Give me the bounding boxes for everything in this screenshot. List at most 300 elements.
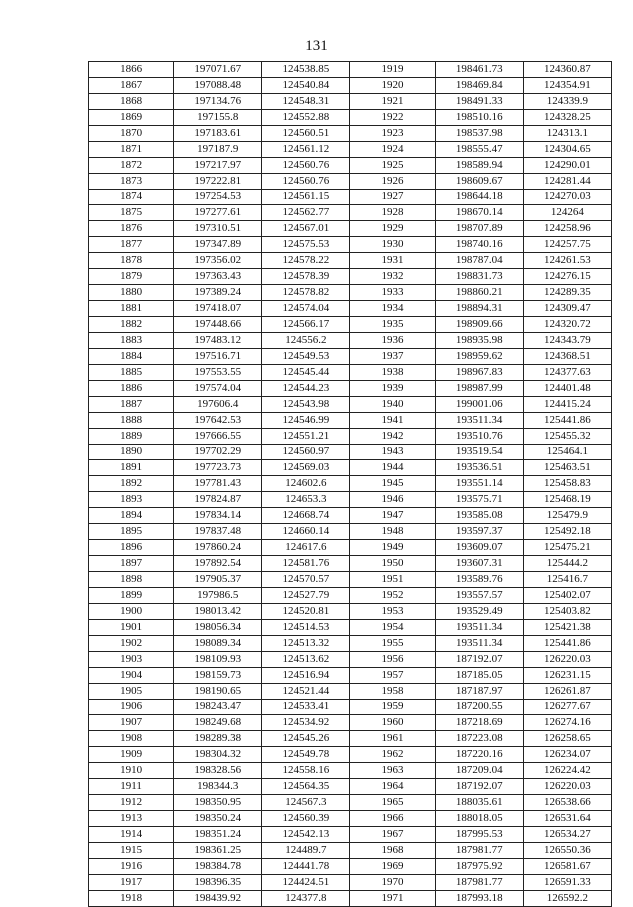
- y-coordinate-left-cell: 124560.76: [262, 173, 350, 189]
- x-coordinate-right-cell: 187975.92: [435, 858, 523, 874]
- y-coordinate-right-cell: 124328.25: [523, 109, 611, 125]
- x-coordinate-left-cell: 197363.43: [174, 269, 262, 285]
- point-number-left-cell: 1875: [89, 205, 174, 221]
- y-coordinate-left-cell: 124578.82: [262, 285, 350, 301]
- table-row: [89, 651, 612, 667]
- x-coordinate-right-cell: 198537.98: [435, 125, 523, 141]
- x-coordinate-right-cell: 187995.53: [435, 827, 523, 843]
- x-coordinate-right-cell: 187218.69: [435, 715, 523, 731]
- x-coordinate-right-cell: 193575.71: [435, 492, 523, 508]
- x-coordinate-left-cell: 197448.66: [174, 317, 262, 333]
- x-coordinate-left-cell: 197134.76: [174, 93, 262, 109]
- point-number-right-cell: 1932: [350, 269, 435, 285]
- point-number-left-cell: 1894: [89, 508, 174, 524]
- y-coordinate-left-cell: 124560.39: [262, 811, 350, 827]
- y-coordinate-left-cell: 124548.31: [262, 93, 350, 109]
- table-row: [89, 763, 612, 779]
- x-coordinate-left-cell: 197834.14: [174, 508, 262, 524]
- y-coordinate-left-cell: 124424.51: [262, 874, 350, 890]
- y-coordinate-left-cell: 124653.3: [262, 492, 350, 508]
- point-number-left-cell: 1907: [89, 715, 174, 731]
- y-coordinate-right-cell: 124313.1: [523, 125, 611, 141]
- point-number-left-cell: 1888: [89, 412, 174, 428]
- point-number-right-cell: 1944: [350, 460, 435, 476]
- y-coordinate-right-cell: 125475.21: [523, 540, 611, 556]
- y-coordinate-right-cell: 124415.24: [523, 396, 611, 412]
- x-coordinate-left-cell: 197347.89: [174, 237, 262, 253]
- point-number-left-cell: 1866: [89, 62, 174, 78]
- y-coordinate-right-cell: 124276.15: [523, 269, 611, 285]
- point-number-left-cell: 1897: [89, 556, 174, 572]
- x-coordinate-right-cell: 198935.98: [435, 332, 523, 348]
- table-row: [89, 62, 612, 78]
- point-number-right-cell: 1921: [350, 93, 435, 109]
- point-number-left-cell: 1899: [89, 587, 174, 603]
- point-number-right-cell: 1943: [350, 444, 435, 460]
- x-coordinate-right-cell: 198707.89: [435, 221, 523, 237]
- table-row: [89, 715, 612, 731]
- table-row: [89, 779, 612, 795]
- x-coordinate-left-cell: 197642.53: [174, 412, 262, 428]
- table-row: [89, 221, 612, 237]
- x-coordinate-right-cell: 187185.05: [435, 667, 523, 683]
- y-coordinate-right-cell: 124261.53: [523, 253, 611, 269]
- table-row: [89, 93, 612, 109]
- point-number-left-cell: 1884: [89, 348, 174, 364]
- x-coordinate-left-cell: 197516.71: [174, 348, 262, 364]
- y-coordinate-right-cell: 124360.87: [523, 62, 611, 78]
- point-number-right-cell: 1954: [350, 619, 435, 635]
- point-number-right-cell: 1925: [350, 157, 435, 173]
- x-coordinate-right-cell: 198909.66: [435, 317, 523, 333]
- y-coordinate-left-cell: 124513.62: [262, 651, 350, 667]
- point-number-right-cell: 1935: [350, 317, 435, 333]
- x-coordinate-left-cell: 197781.43: [174, 476, 262, 492]
- x-coordinate-left-cell: 197155.8: [174, 109, 262, 125]
- table-row: [89, 858, 612, 874]
- y-coordinate-right-cell: 126224.42: [523, 763, 611, 779]
- point-number-right-cell: 1963: [350, 763, 435, 779]
- point-number-left-cell: 1908: [89, 731, 174, 747]
- point-number-right-cell: 1968: [350, 842, 435, 858]
- x-coordinate-right-cell: 198670.14: [435, 205, 523, 221]
- point-number-left-cell: 1896: [89, 540, 174, 556]
- y-coordinate-left-cell: 124533.41: [262, 699, 350, 715]
- point-number-right-cell: 1969: [350, 858, 435, 874]
- table-row: [89, 556, 612, 572]
- y-coordinate-left-cell: 124441.78: [262, 858, 350, 874]
- x-coordinate-left-cell: 198109.93: [174, 651, 262, 667]
- x-coordinate-right-cell: 187200.55: [435, 699, 523, 715]
- point-number-right-cell: 1960: [350, 715, 435, 731]
- x-coordinate-left-cell: 197574.04: [174, 380, 262, 396]
- x-coordinate-left-cell: 197310.51: [174, 221, 262, 237]
- point-number-right-cell: 1940: [350, 396, 435, 412]
- point-number-right-cell: 1922: [350, 109, 435, 125]
- table-row: [89, 540, 612, 556]
- table-row: [89, 827, 612, 843]
- y-coordinate-right-cell: 125492.18: [523, 524, 611, 540]
- x-coordinate-right-cell: 193511.34: [435, 635, 523, 651]
- y-coordinate-left-cell: 124567.01: [262, 221, 350, 237]
- coordinates-table: [88, 61, 612, 907]
- y-coordinate-right-cell: 125458.83: [523, 476, 611, 492]
- y-coordinate-left-cell: 124560.97: [262, 444, 350, 460]
- point-number-left-cell: 1882: [89, 317, 174, 333]
- y-coordinate-left-cell: 124574.04: [262, 301, 350, 317]
- x-coordinate-right-cell: 198740.16: [435, 237, 523, 253]
- point-number-right-cell: 1967: [350, 827, 435, 843]
- point-number-left-cell: 1904: [89, 667, 174, 683]
- point-number-right-cell: 1955: [350, 635, 435, 651]
- table-row: [89, 683, 612, 699]
- table-row: [89, 572, 612, 588]
- point-number-left-cell: 1881: [89, 301, 174, 317]
- x-coordinate-right-cell: 198860.21: [435, 285, 523, 301]
- point-number-left-cell: 1915: [89, 842, 174, 858]
- point-number-left-cell: 1898: [89, 572, 174, 588]
- y-coordinate-right-cell: 125416.7: [523, 572, 611, 588]
- y-coordinate-right-cell: 126592.2: [523, 890, 611, 906]
- y-coordinate-right-cell: 124258.96: [523, 221, 611, 237]
- point-number-right-cell: 1930: [350, 237, 435, 253]
- table-row: [89, 348, 612, 364]
- table-row: [89, 173, 612, 189]
- x-coordinate-left-cell: 197723.73: [174, 460, 262, 476]
- point-number-right-cell: 1952: [350, 587, 435, 603]
- table-row: [89, 141, 612, 157]
- y-coordinate-right-cell: 124257.75: [523, 237, 611, 253]
- y-coordinate-right-cell: 124339.9: [523, 93, 611, 109]
- point-number-right-cell: 1923: [350, 125, 435, 141]
- x-coordinate-right-cell: 187209.04: [435, 763, 523, 779]
- table-row: [89, 492, 612, 508]
- point-number-right-cell: 1950: [350, 556, 435, 572]
- y-coordinate-left-cell: 124566.17: [262, 317, 350, 333]
- x-coordinate-left-cell: 198159.73: [174, 667, 262, 683]
- point-number-left-cell: 1906: [89, 699, 174, 715]
- table-row: [89, 428, 612, 444]
- x-coordinate-left-cell: 198439.92: [174, 890, 262, 906]
- y-coordinate-right-cell: 124368.51: [523, 348, 611, 364]
- y-coordinate-right-cell: 126231.15: [523, 667, 611, 683]
- point-number-right-cell: 1958: [350, 683, 435, 699]
- x-coordinate-left-cell: 198190.65: [174, 683, 262, 699]
- point-number-right-cell: 1946: [350, 492, 435, 508]
- x-coordinate-left-cell: 198361.25: [174, 842, 262, 858]
- x-coordinate-right-cell: 199001.06: [435, 396, 523, 412]
- point-number-left-cell: 1887: [89, 396, 174, 412]
- y-coordinate-right-cell: 124264: [523, 205, 611, 221]
- table-row: [89, 317, 612, 333]
- y-coordinate-right-cell: 125444.2: [523, 556, 611, 572]
- table-row: [89, 842, 612, 858]
- x-coordinate-left-cell: 197222.81: [174, 173, 262, 189]
- x-coordinate-right-cell: 198510.16: [435, 109, 523, 125]
- point-number-left-cell: 1902: [89, 635, 174, 651]
- point-number-left-cell: 1879: [89, 269, 174, 285]
- x-coordinate-right-cell: 198589.94: [435, 157, 523, 173]
- point-number-left-cell: 1913: [89, 811, 174, 827]
- table-row: [89, 253, 612, 269]
- x-coordinate-right-cell: 193551.14: [435, 476, 523, 492]
- y-coordinate-right-cell: 125455.32: [523, 428, 611, 444]
- y-coordinate-right-cell: 125468.19: [523, 492, 611, 508]
- x-coordinate-left-cell: 198396.35: [174, 874, 262, 890]
- y-coordinate-right-cell: 125463.51: [523, 460, 611, 476]
- table-row: [89, 667, 612, 683]
- point-number-right-cell: 1933: [350, 285, 435, 301]
- y-coordinate-left-cell: 124549.78: [262, 747, 350, 763]
- x-coordinate-left-cell: 197071.67: [174, 62, 262, 78]
- x-coordinate-left-cell: 197702.29: [174, 444, 262, 460]
- y-coordinate-left-cell: 124543.98: [262, 396, 350, 412]
- point-number-left-cell: 1886: [89, 380, 174, 396]
- x-coordinate-right-cell: 188035.61: [435, 795, 523, 811]
- table-row: [89, 603, 612, 619]
- point-number-right-cell: 1962: [350, 747, 435, 763]
- point-number-left-cell: 1901: [89, 619, 174, 635]
- x-coordinate-right-cell: 193597.37: [435, 524, 523, 540]
- y-coordinate-right-cell: 125402.07: [523, 587, 611, 603]
- x-coordinate-right-cell: 193589.76: [435, 572, 523, 588]
- x-coordinate-left-cell: 197483.12: [174, 332, 262, 348]
- y-coordinate-left-cell: 124581.76: [262, 556, 350, 572]
- x-coordinate-right-cell: 193607.31: [435, 556, 523, 572]
- point-number-left-cell: 1870: [89, 125, 174, 141]
- point-number-right-cell: 1919: [350, 62, 435, 78]
- x-coordinate-right-cell: 193511.34: [435, 619, 523, 635]
- y-coordinate-left-cell: 124546.99: [262, 412, 350, 428]
- y-coordinate-right-cell: 126531.64: [523, 811, 611, 827]
- x-coordinate-right-cell: 187223.08: [435, 731, 523, 747]
- y-coordinate-right-cell: 126220.03: [523, 651, 611, 667]
- y-coordinate-left-cell: 124617.6: [262, 540, 350, 556]
- point-number-left-cell: 1876: [89, 221, 174, 237]
- table-row: [89, 285, 612, 301]
- y-coordinate-right-cell: 126258.65: [523, 731, 611, 747]
- coordinates-table-body: [89, 62, 612, 907]
- table-row: [89, 301, 612, 317]
- x-coordinate-left-cell: 197905.37: [174, 572, 262, 588]
- point-number-left-cell: 1914: [89, 827, 174, 843]
- point-number-left-cell: 1871: [89, 141, 174, 157]
- y-coordinate-right-cell: 124309.47: [523, 301, 611, 317]
- table-row: [89, 332, 612, 348]
- x-coordinate-right-cell: 188018.05: [435, 811, 523, 827]
- point-number-right-cell: 1927: [350, 189, 435, 205]
- table-row: [89, 109, 612, 125]
- y-coordinate-right-cell: 125441.86: [523, 412, 611, 428]
- x-coordinate-right-cell: 193511.34: [435, 412, 523, 428]
- x-coordinate-left-cell: 198351.24: [174, 827, 262, 843]
- point-number-right-cell: 1959: [350, 699, 435, 715]
- point-number-left-cell: 1880: [89, 285, 174, 301]
- x-coordinate-left-cell: 197986.5: [174, 587, 262, 603]
- x-coordinate-right-cell: 198609.67: [435, 173, 523, 189]
- x-coordinate-left-cell: 197389.24: [174, 285, 262, 301]
- x-coordinate-right-cell: 198644.18: [435, 189, 523, 205]
- x-coordinate-right-cell: 187981.77: [435, 842, 523, 858]
- y-coordinate-left-cell: 124562.77: [262, 205, 350, 221]
- point-number-left-cell: 1885: [89, 364, 174, 380]
- point-number-right-cell: 1936: [350, 332, 435, 348]
- y-coordinate-right-cell: 124289.35: [523, 285, 611, 301]
- point-number-right-cell: 1949: [350, 540, 435, 556]
- x-coordinate-right-cell: 187981.77: [435, 874, 523, 890]
- point-number-right-cell: 1971: [350, 890, 435, 906]
- point-number-right-cell: 1929: [350, 221, 435, 237]
- table-row: [89, 587, 612, 603]
- table-row: [89, 635, 612, 651]
- x-coordinate-left-cell: 197254.53: [174, 189, 262, 205]
- x-coordinate-left-cell: 197892.54: [174, 556, 262, 572]
- table-row: [89, 412, 612, 428]
- point-number-right-cell: 1928: [350, 205, 435, 221]
- x-coordinate-left-cell: 198056.34: [174, 619, 262, 635]
- y-coordinate-left-cell: 124564.35: [262, 779, 350, 795]
- point-number-left-cell: 1905: [89, 683, 174, 699]
- y-coordinate-left-cell: 124560.76: [262, 157, 350, 173]
- y-coordinate-left-cell: 124377.8: [262, 890, 350, 906]
- point-number-right-cell: 1945: [350, 476, 435, 492]
- x-coordinate-right-cell: 198959.62: [435, 348, 523, 364]
- x-coordinate-right-cell: 193536.51: [435, 460, 523, 476]
- x-coordinate-right-cell: 193609.07: [435, 540, 523, 556]
- point-number-right-cell: 1938: [350, 364, 435, 380]
- x-coordinate-left-cell: 197837.48: [174, 524, 262, 540]
- table-row: [89, 77, 612, 93]
- point-number-right-cell: 1965: [350, 795, 435, 811]
- table-row: [89, 795, 612, 811]
- y-coordinate-left-cell: 124552.88: [262, 109, 350, 125]
- y-coordinate-left-cell: 124602.6: [262, 476, 350, 492]
- y-coordinate-left-cell: 124660.14: [262, 524, 350, 540]
- x-coordinate-right-cell: 198555.47: [435, 141, 523, 157]
- point-number-right-cell: 1931: [350, 253, 435, 269]
- point-number-right-cell: 1953: [350, 603, 435, 619]
- page-number: 131: [305, 38, 328, 54]
- y-coordinate-right-cell: 126274.16: [523, 715, 611, 731]
- x-coordinate-right-cell: 198787.04: [435, 253, 523, 269]
- y-coordinate-left-cell: 124516.94: [262, 667, 350, 683]
- point-number-left-cell: 1900: [89, 603, 174, 619]
- point-number-right-cell: 1961: [350, 731, 435, 747]
- table-row: [89, 476, 612, 492]
- y-coordinate-right-cell: 124270.03: [523, 189, 611, 205]
- y-coordinate-left-cell: 124544.23: [262, 380, 350, 396]
- x-coordinate-right-cell: 198469.84: [435, 77, 523, 93]
- x-coordinate-right-cell: 193585.08: [435, 508, 523, 524]
- x-coordinate-left-cell: 198089.34: [174, 635, 262, 651]
- y-coordinate-right-cell: 125421.38: [523, 619, 611, 635]
- x-coordinate-left-cell: 197606.4: [174, 396, 262, 412]
- x-coordinate-right-cell: 187220.16: [435, 747, 523, 763]
- table-row: [89, 460, 612, 476]
- point-number-left-cell: 1869: [89, 109, 174, 125]
- y-coordinate-left-cell: 124527.79: [262, 587, 350, 603]
- x-coordinate-left-cell: 198289.38: [174, 731, 262, 747]
- y-coordinate-right-cell: 124343.79: [523, 332, 611, 348]
- table-row: [89, 524, 612, 540]
- x-coordinate-right-cell: 198831.73: [435, 269, 523, 285]
- table-row: [89, 125, 612, 141]
- table-row: [89, 874, 612, 890]
- y-coordinate-left-cell: 124540.84: [262, 77, 350, 93]
- y-coordinate-left-cell: 124549.53: [262, 348, 350, 364]
- point-number-right-cell: 1951: [350, 572, 435, 588]
- table-row: [89, 444, 612, 460]
- point-number-right-cell: 1948: [350, 524, 435, 540]
- point-number-right-cell: 1942: [350, 428, 435, 444]
- table-row: [89, 699, 612, 715]
- y-coordinate-right-cell: 126538.66: [523, 795, 611, 811]
- x-coordinate-right-cell: 187192.07: [435, 779, 523, 795]
- y-coordinate-left-cell: 124569.03: [262, 460, 350, 476]
- y-coordinate-left-cell: 124556.2: [262, 332, 350, 348]
- point-number-right-cell: 1947: [350, 508, 435, 524]
- y-coordinate-left-cell: 124561.15: [262, 189, 350, 205]
- x-coordinate-left-cell: 198013.42: [174, 603, 262, 619]
- point-number-left-cell: 1889: [89, 428, 174, 444]
- y-coordinate-left-cell: 124520.81: [262, 603, 350, 619]
- y-coordinate-right-cell: 124290.01: [523, 157, 611, 173]
- y-coordinate-right-cell: 126220.03: [523, 779, 611, 795]
- y-coordinate-right-cell: 126234.07: [523, 747, 611, 763]
- y-coordinate-left-cell: 124545.44: [262, 364, 350, 380]
- x-coordinate-right-cell: 193529.49: [435, 603, 523, 619]
- x-coordinate-left-cell: 197553.55: [174, 364, 262, 380]
- x-coordinate-right-cell: 187993.18: [435, 890, 523, 906]
- y-coordinate-left-cell: 124668.74: [262, 508, 350, 524]
- x-coordinate-left-cell: 198344.3: [174, 779, 262, 795]
- y-coordinate-right-cell: 124304.65: [523, 141, 611, 157]
- y-coordinate-left-cell: 124542.13: [262, 827, 350, 843]
- x-coordinate-left-cell: 197666.55: [174, 428, 262, 444]
- y-coordinate-right-cell: 126534.27: [523, 827, 611, 843]
- point-number-right-cell: 1966: [350, 811, 435, 827]
- table-row: [89, 189, 612, 205]
- y-coordinate-left-cell: 124578.39: [262, 269, 350, 285]
- point-number-left-cell: 1892: [89, 476, 174, 492]
- y-coordinate-right-cell: 126581.67: [523, 858, 611, 874]
- point-number-left-cell: 1903: [89, 651, 174, 667]
- y-coordinate-right-cell: 125479.9: [523, 508, 611, 524]
- y-coordinate-right-cell: 125464.1: [523, 444, 611, 460]
- y-coordinate-left-cell: 124489.7: [262, 842, 350, 858]
- table-row: [89, 269, 612, 285]
- point-number-left-cell: 1912: [89, 795, 174, 811]
- x-coordinate-left-cell: 198328.56: [174, 763, 262, 779]
- point-number-left-cell: 1877: [89, 237, 174, 253]
- point-number-right-cell: 1939: [350, 380, 435, 396]
- y-coordinate-left-cell: 124514.53: [262, 619, 350, 635]
- point-number-left-cell: 1873: [89, 173, 174, 189]
- table-row: [89, 380, 612, 396]
- x-coordinate-right-cell: 193519.54: [435, 444, 523, 460]
- table-row: [89, 619, 612, 635]
- point-number-left-cell: 1910: [89, 763, 174, 779]
- y-coordinate-left-cell: 124513.32: [262, 635, 350, 651]
- point-number-left-cell: 1883: [89, 332, 174, 348]
- y-coordinate-left-cell: 124570.57: [262, 572, 350, 588]
- table-row: [89, 237, 612, 253]
- point-number-left-cell: 1893: [89, 492, 174, 508]
- x-coordinate-right-cell: 198491.33: [435, 93, 523, 109]
- point-number-left-cell: 1916: [89, 858, 174, 874]
- x-coordinate-left-cell: 197277.61: [174, 205, 262, 221]
- y-coordinate-right-cell: 124354.91: [523, 77, 611, 93]
